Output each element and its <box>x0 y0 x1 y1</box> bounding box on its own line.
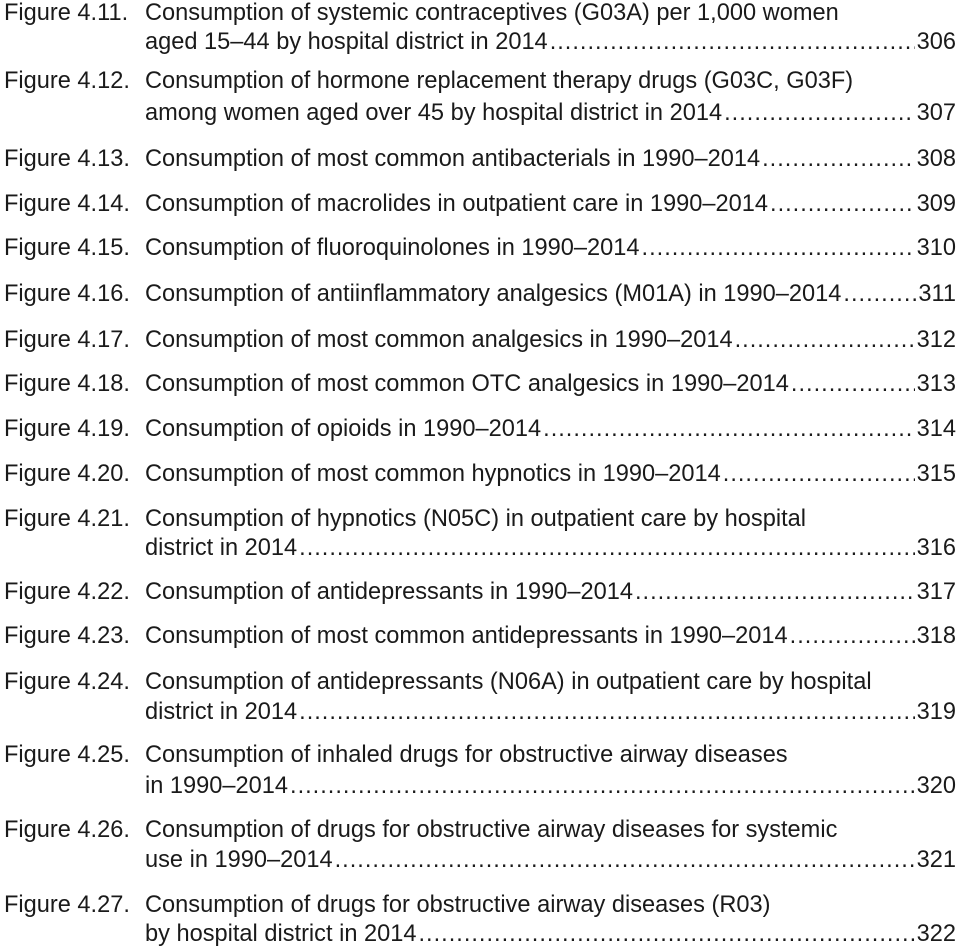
figure-title-continued: in 1990–2014 <box>145 773 289 799</box>
figure-title: Consumption of opioids in 1990–2014 <box>145 416 542 442</box>
figure-title-continued: by hospital district in 2014 <box>145 921 417 947</box>
page-number: 322 <box>916 921 956 947</box>
page-number: 315 <box>916 461 956 487</box>
figure-number: Figure 4.22. <box>4 579 130 605</box>
page-number: 317 <box>916 579 956 605</box>
figure-title: Consumption of antidepressants in 1990–2014 <box>145 579 633 605</box>
page-number: 320 <box>916 773 956 799</box>
figure-title-continued: district in 2014 <box>145 699 298 725</box>
figure-title: Consumption of drugs for obstructive airway diseases for systemic <box>145 817 838 843</box>
figure-number: Figure 4.24. <box>4 669 130 695</box>
figure-title: Consumption of most common antibacterials in 1990–2014 <box>145 146 761 172</box>
figure-title-continued: aged 15–44 by hospital district in 2014 <box>145 29 548 55</box>
figure-number: Figure 4.23. <box>4 623 130 649</box>
dot-leader <box>290 772 915 800</box>
dot-leader <box>770 190 915 218</box>
dot-leader <box>418 920 914 948</box>
dot-leader <box>550 28 915 56</box>
dot-leader <box>635 578 915 606</box>
page-number: 310 <box>916 235 956 261</box>
page-number: 312 <box>916 327 956 353</box>
figure-title: Consumption of hypnotics (N05C) in outpatient care by hospital <box>145 506 806 532</box>
figure-number: Figure 4.27. <box>4 892 130 918</box>
dot-leader <box>299 534 914 562</box>
figure-title: Consumption of most common OTC analgesics in 1990–2014 <box>145 371 789 397</box>
dot-leader <box>335 846 915 874</box>
dot-leader <box>791 370 915 398</box>
figure-number: Figure 4.15. <box>4 235 130 261</box>
page-number: 307 <box>916 100 956 126</box>
page-number: 318 <box>916 623 956 649</box>
figure-title-continued: among women aged over 45 by hospital district in 2014 <box>145 100 723 126</box>
figure-number: Figure 4.11. <box>4 0 129 26</box>
figure-title: Consumption of antidepressants (N06A) in outpatient care by hospital <box>145 669 872 695</box>
figure-title: Consumption of most common hypnotics in 1990–2014 <box>145 461 721 487</box>
dot-leader <box>843 280 916 308</box>
page-number: 319 <box>916 699 956 725</box>
page-number: 321 <box>916 847 956 873</box>
figure-number: Figure 4.20. <box>4 461 130 487</box>
dot-leader <box>299 698 914 726</box>
figure-title: Consumption of drugs for obstructive airway diseases (R03) <box>145 892 771 918</box>
figure-number: Figure 4.19. <box>4 416 130 442</box>
dot-leader <box>642 234 915 262</box>
figure-number: Figure 4.21. <box>4 506 130 532</box>
figure-number: Figure 4.16. <box>4 281 130 307</box>
dot-leader <box>723 460 915 488</box>
page-number: 308 <box>916 146 956 172</box>
dot-leader <box>762 145 915 173</box>
figure-number: Figure 4.25. <box>4 742 130 768</box>
figure-title: Consumption of hormone replacement therapy drugs (G03C, G03F) <box>145 68 854 94</box>
figure-number: Figure 4.18. <box>4 371 130 397</box>
page-number: 314 <box>916 416 956 442</box>
page-number: 306 <box>916 29 956 55</box>
figure-title: Consumption of inhaled drugs for obstructive airway diseases <box>145 742 788 768</box>
figure-title: Consumption of antiinflammatory analgesics (M01A) in 1990–2014 <box>145 281 842 307</box>
figure-title: Consumption of most common antidepressants in 1990–2014 <box>145 623 788 649</box>
dot-leader <box>724 99 915 127</box>
figure-title: Consumption of most common analgesics in 1990–2014 <box>145 327 733 353</box>
dot-leader <box>735 326 915 354</box>
figure-number: Figure 4.17. <box>4 327 130 353</box>
page-number: 311 <box>918 281 956 307</box>
dot-leader <box>543 415 914 443</box>
figure-number: Figure 4.26. <box>4 817 130 843</box>
figure-title-continued: use in 1990–2014 <box>145 847 333 873</box>
figure-title-continued: district in 2014 <box>145 535 298 561</box>
page-number: 313 <box>916 371 956 397</box>
page-number: 316 <box>916 535 956 561</box>
figure-number: Figure 4.12. <box>4 68 130 94</box>
page-number: 309 <box>916 191 956 217</box>
figure-number: Figure 4.14. <box>4 191 130 217</box>
dot-leader <box>790 622 915 650</box>
figure-title: Consumption of systemic contraceptives (G03A) per 1,000 women <box>145 0 839 26</box>
figure-title: Consumption of macrolides in outpatient care in 1990–2014 <box>145 191 769 217</box>
figure-title: Consumption of fluoroquinolones in 1990–2014 <box>145 235 640 261</box>
figure-number: Figure 4.13. <box>4 146 130 172</box>
